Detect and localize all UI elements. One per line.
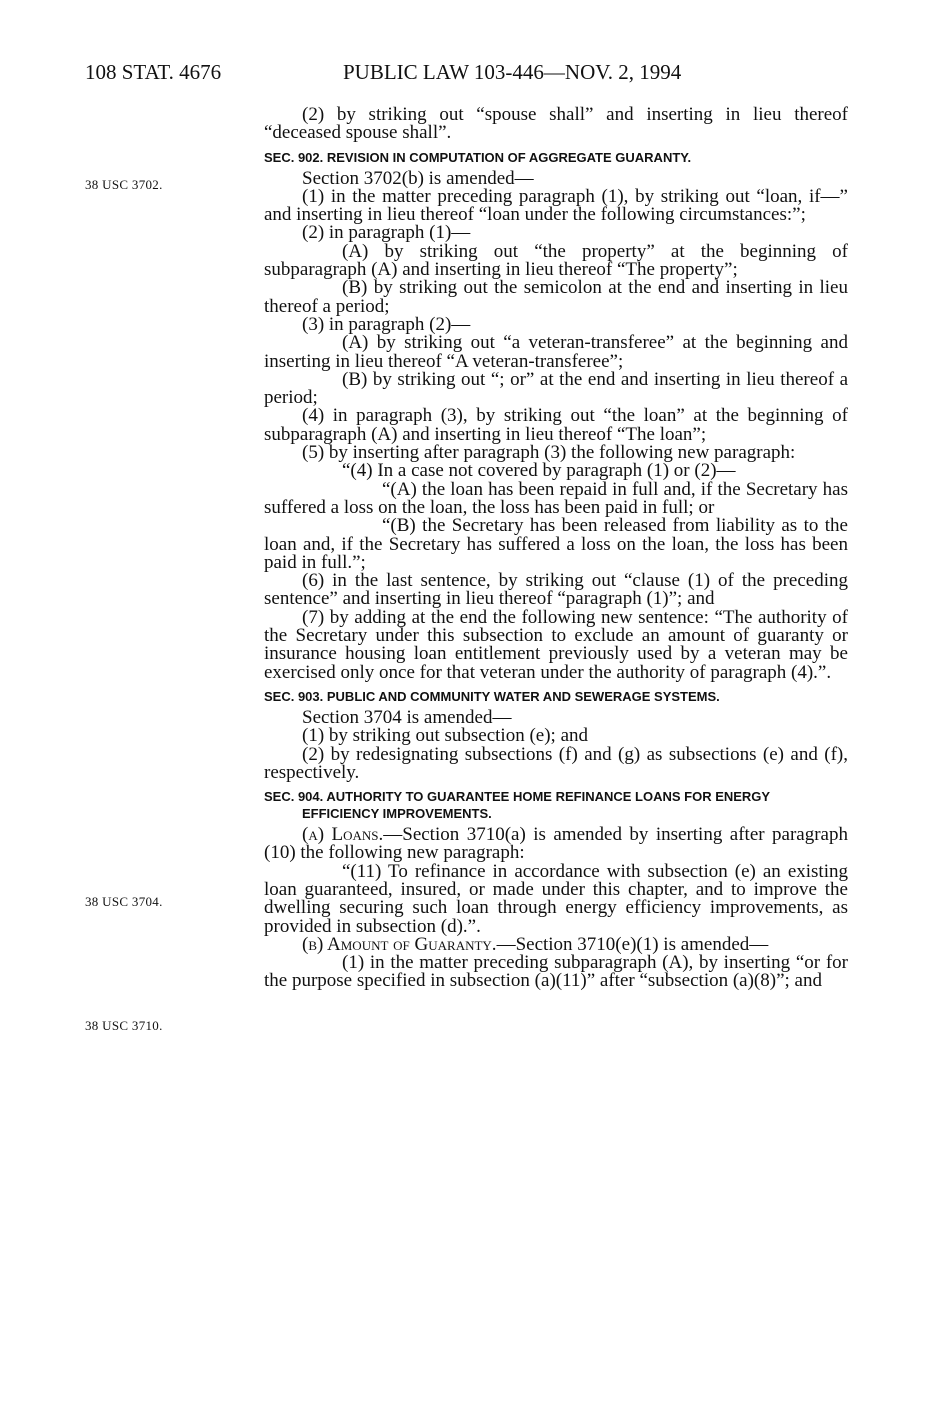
paragraph: (2) by redesignating subsections (f) and (g) as subsections (e) and (f), respectively.: [264, 743, 848, 783]
paragraph: Section 3704 is amended—: [302, 706, 512, 728]
paragraph: (A) by striking out “the property” at the beginning of subparagraph (A) and inserting in lieu thereof “The property”;: [264, 240, 848, 281]
paragraph: (2) by striking out “spouse shall” and inserting in lieu thereof “deceased spouse shall”.: [264, 104, 848, 144]
margin-citation-3710: 38 USC 3710.: [85, 1018, 163, 1033]
paragraph: (1) by striking out subsection (e); and: [302, 725, 589, 747]
paragraph: (3) in paragraph (2)—: [302, 313, 471, 335]
page-header: [85, 60, 855, 88]
section-heading-904: SEC. 904. AUTHORITY TO GUARANTEE HOME REFINANCE LOANS FOR ENERGY EFFICIENCY IMPROVEMENTS.: [264, 789, 770, 822]
paragraph: (4) in paragraph (3), by striking out “the loan” at the beginning of subparagraph (A) and inserting in lieu thereof “The loan”;: [264, 405, 848, 445]
statute-page-number: 108 STAT. 4676: [85, 60, 222, 84]
paragraph: (B) by striking out the semicolon at the end and inserting in lieu thereof a period;: [264, 277, 848, 317]
paragraph: [264, 826, 848, 863]
quoted-paragraph: “(A) the loan has been repaid in full and, if the Secretary has suffered a loss on the loan, the loss has been paid in full; or: [264, 478, 848, 518]
subsection-heading: (b) Amount of Guaranty.: [302, 933, 497, 955]
quoted-paragraph: “(4) In a case not covered by paragraph (1) or (2)—: [342, 460, 736, 482]
margin-citation-3702: 38 USC 3702.: [85, 177, 163, 192]
section-heading-902: SEC. 902. REVISION IN COMPUTATION OF AGGREGATE GUARANTY.: [264, 149, 692, 165]
margin-citation-3704: 38 USC 3704.: [85, 894, 163, 909]
paragraph: (2) in paragraph (1)—: [302, 222, 471, 244]
subsection-heading: (a) Loans.: [302, 824, 384, 846]
subsection-text: —Section 3710(e)(1) is amended—: [496, 933, 769, 955]
document-body: [264, 106, 848, 991]
subsection-text: —Section 3710(a) is amended by inserting after paragraph (10) the following new paragraph:: [264, 824, 848, 864]
paragraph: (1) in the matter preceding subparagraph (A), by inserting “or for the purpose specified in subsection (a)(11)” after “subsection (a)(8)”; and: [264, 952, 848, 992]
quoted-paragraph: “(11) To refinance in accordance with subsection (e) an existing loan guaranteed, insured, or made under this chapter, and to improve the dwelling securing such loan through energy efficiency improvements, as provided in subsection (d).”.: [264, 860, 848, 937]
paragraph: (B) by striking out “; or” at the end and inserting in lieu thereof a period;: [264, 368, 848, 409]
paragraph: (A) by striking out “a veteran-transferee” at the beginning and inserting in lieu thereof “A veteran-transferee”;: [264, 332, 848, 372]
paragraph: (7) by adding at the end the following new sentence: “The authority of the Secretary under this subsection to exclude an amount of guaranty or insurance housing loan entitlement previously used by a veteran may be exercised only once for that veteran under the authority of paragraph (4).”.: [264, 606, 848, 683]
section-heading-903: SEC. 903. PUBLIC AND COMMUNITY WATER AND SEWERAGE SYSTEMS.: [264, 688, 720, 704]
paragraph: (6) in the last sentence, by striking out “clause (1) of the preceding sentence” and inserting in lieu thereof “paragraph (1)”; and: [264, 570, 848, 610]
paragraph: Section 3702(b) is amended—: [302, 167, 534, 189]
paragraph: (1) in the matter preceding paragraph (1), by striking out “loan, if—” and inserting in lieu thereof “loan under the following circumstances:”;: [264, 185, 848, 226]
quoted-paragraph: “(B) the Secretary has been released from liability as to the loan and, if the Secretary has suffered a loss on the loan, the loss has been paid in full.”;: [264, 515, 848, 573]
paragraph: (5) by inserting after paragraph (3) the following new paragraph:: [302, 442, 796, 464]
law-title: PUBLIC LAW 103-446—NOV. 2, 1994: [343, 60, 682, 84]
